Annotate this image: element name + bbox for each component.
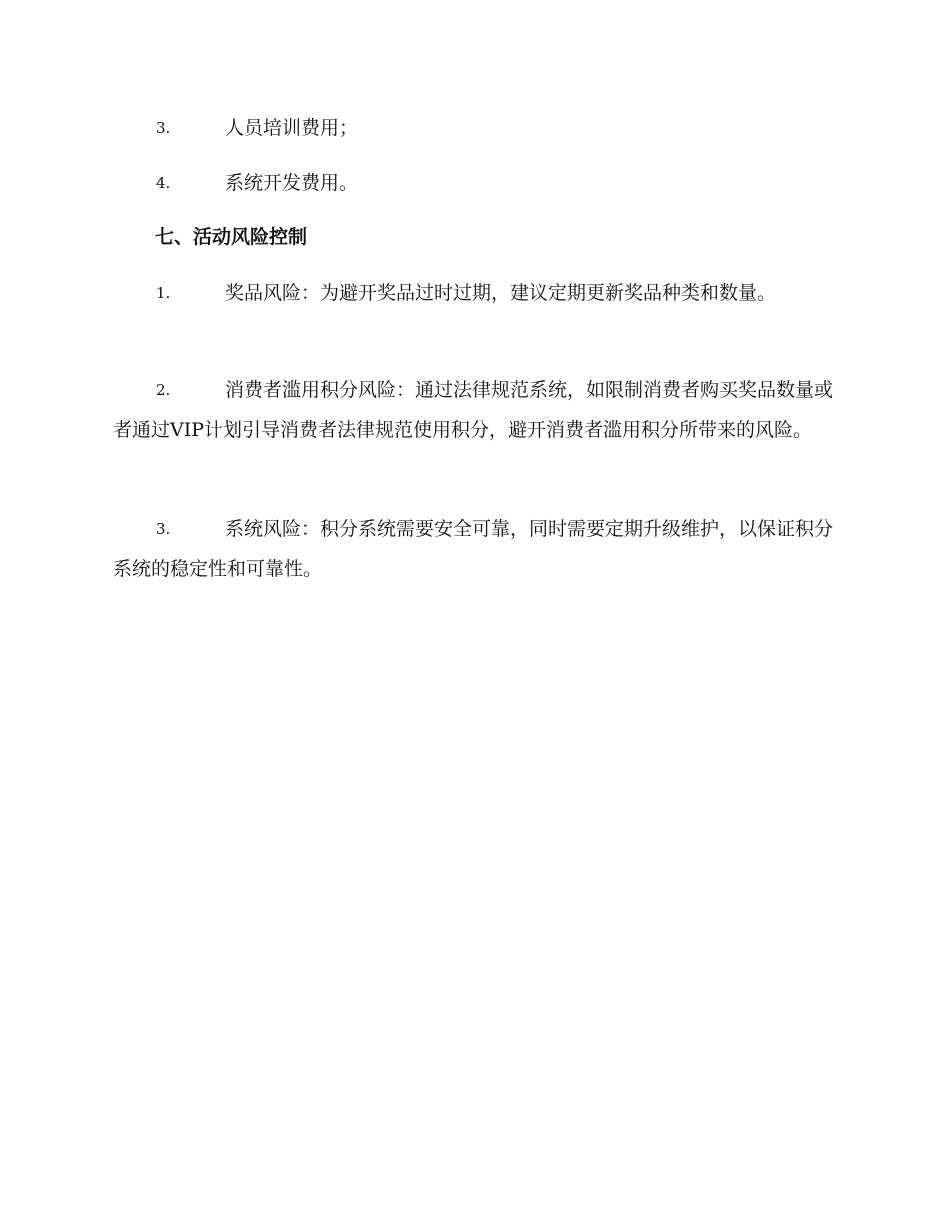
list-item-system-dev-cost <box>113 163 833 203</box>
list-item-text: 消费者滥用积分风险：通过法律规范系统，如限制消费者购买奖品数量或者通过VIP计划引导消费者法律规范使用积分，避开消费者滥用积分所带来的风险。 <box>113 379 834 441</box>
list-item-number: 2. <box>156 381 171 399</box>
list-item-text: 系统开发费用。 <box>225 172 359 194</box>
list-item-text: 奖品风险：为避开奖品过时过期，建议定期更新奖品种类和数量。 <box>225 282 777 304</box>
section-heading: 七、活动风险控制 <box>155 226 308 248</box>
list-item-number: 4. <box>156 174 171 192</box>
list-item-text: 人员培训费用； <box>225 117 359 139</box>
list-item-prize-risk <box>113 273 833 313</box>
list-item-points-abuse-risk <box>113 370 833 450</box>
list-item-text: 系统风险：积分系统需要安全可靠，同时需要定期升级维护，以保证积分系统的稳定性和可靠性。 <box>113 518 834 580</box>
list-item-system-risk <box>113 509 833 589</box>
list-item-training-cost <box>113 108 833 148</box>
list-item-number: 1. <box>156 284 171 302</box>
list-item-number: 3. <box>156 119 171 137</box>
list-item-number: 3. <box>156 520 171 538</box>
